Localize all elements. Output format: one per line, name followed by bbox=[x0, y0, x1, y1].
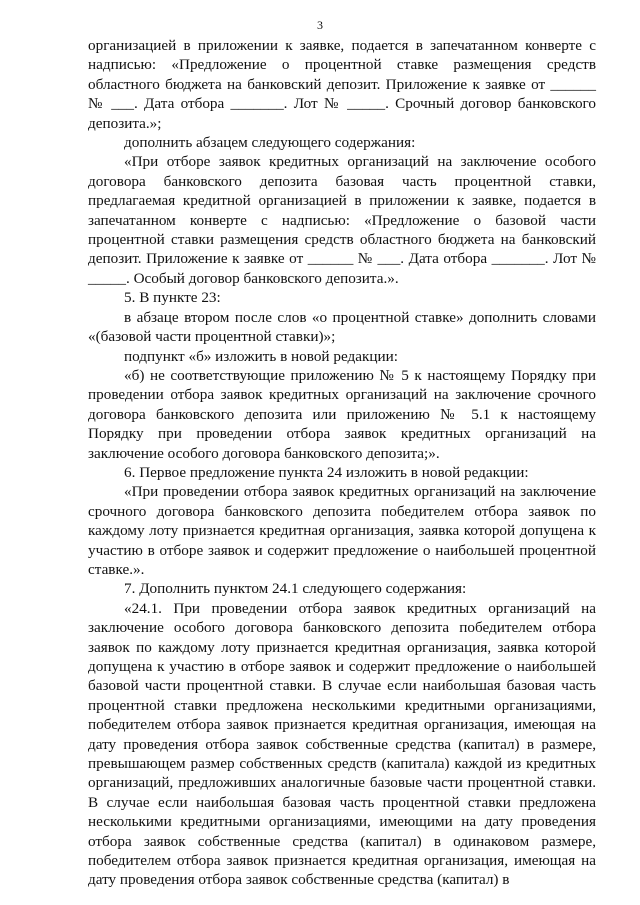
page-number: 3 bbox=[317, 18, 323, 32]
paragraph-item-6-text: «При проведении отбора заявок кредитных организаций на заключение срочного договора банковского депозита победителем отбора заявок по каждому лоту признается кредитная организация, заявка которой допущена к участию в отборе заявок и содержит предложение о наибольшей процентной ставке.». bbox=[88, 483, 596, 578]
paragraph-continuation: организацией в приложении к заявке, подается в запечатанном конверте с надписью: «Предложение о процентной ставке размещения средств областного бюджета на банковский депозит. Приложение к заявке от ______ № ___. Дата отбора _______. Лот № _____. Срочный договор банковского депозита.»; bbox=[88, 37, 596, 132]
paragraph-add-clause: дополнить абзацем следующего содержания: bbox=[124, 134, 416, 152]
paragraph-item-24-1-text: «24.1. При проведении отбора заявок кредитных организаций на заключение особого договора банковского депозита победителем отбора заявок по каждому лоту признается кредитная организация, заявка которой допущена к участию в отборе заявок и содержит предложение о наибольшей базовой части процентной ставки. В случае если наибольшая базовая часть процентной ставки предложена несколькими кредитными организациями, победителем отбора заявок признается кредитная организация, имеющая на дату проведения отбора заявок собственные средства (капитал) в размере, превышающем размер собственных средств (капитала) каждой из кредитных организаций, предложивших аналогичные базовые части процентной ставки. В случае если наибольшая базовая часть процентной ставки предложена несколькими кредитными организациями, имеющими на дату проведения отбора заявок собственные средства (капитал) в одинаковом размере, победителем отбора заявок признается кредитная организация, имеющая на дату проведения отбора заявок собственные средства (капитал) в bbox=[88, 599, 596, 889]
paragraph-item-6-heading: 6. Первое предложение пункта 24 изложить в новой редакции: bbox=[124, 463, 529, 481]
paragraph-item-7-heading: 7. Дополнить пунктом 24.1 следующего содержания: bbox=[124, 580, 467, 598]
paragraph-item-5-heading: 5. В пункте 23: bbox=[124, 289, 221, 307]
paragraph-item-5-amendment: в абзаце втором после слов «о процентной ставке» дополнить словами «(базовой части процентной ставки)»; bbox=[88, 308, 596, 346]
paragraph-subitem-b-text: «б) не соответствующие приложению № 5 к настоящему Порядку при проведении отбора заявок кредитных организаций на заключение срочного договора банковского депозита или приложению № 5.1 к настоящему Порядку при проведении отбора заявок кредитных организаций на заключение особого договора банковского депозита;». bbox=[88, 366, 596, 462]
document-body bbox=[88, 36, 596, 890]
paragraph-special-deposit-envelope: «При отборе заявок кредитных организаций на заключение особого договора банковского депозита базовая часть процентной ставки, предлагаемая кредитной организацией в приложении к заявке, подается в запечатанном конверте с надписью: «Предложение о базовой части процентной ставки размещения средств областного бюджета на банковский депозит. Приложение к заявке от ______ № ___. Дата отбора _______. Лот № _____. Особый договор банковского депозита.». bbox=[88, 153, 596, 287]
paragraph-subitem-b-heading: подпункт «б» изложить в новой редакции: bbox=[124, 347, 398, 365]
